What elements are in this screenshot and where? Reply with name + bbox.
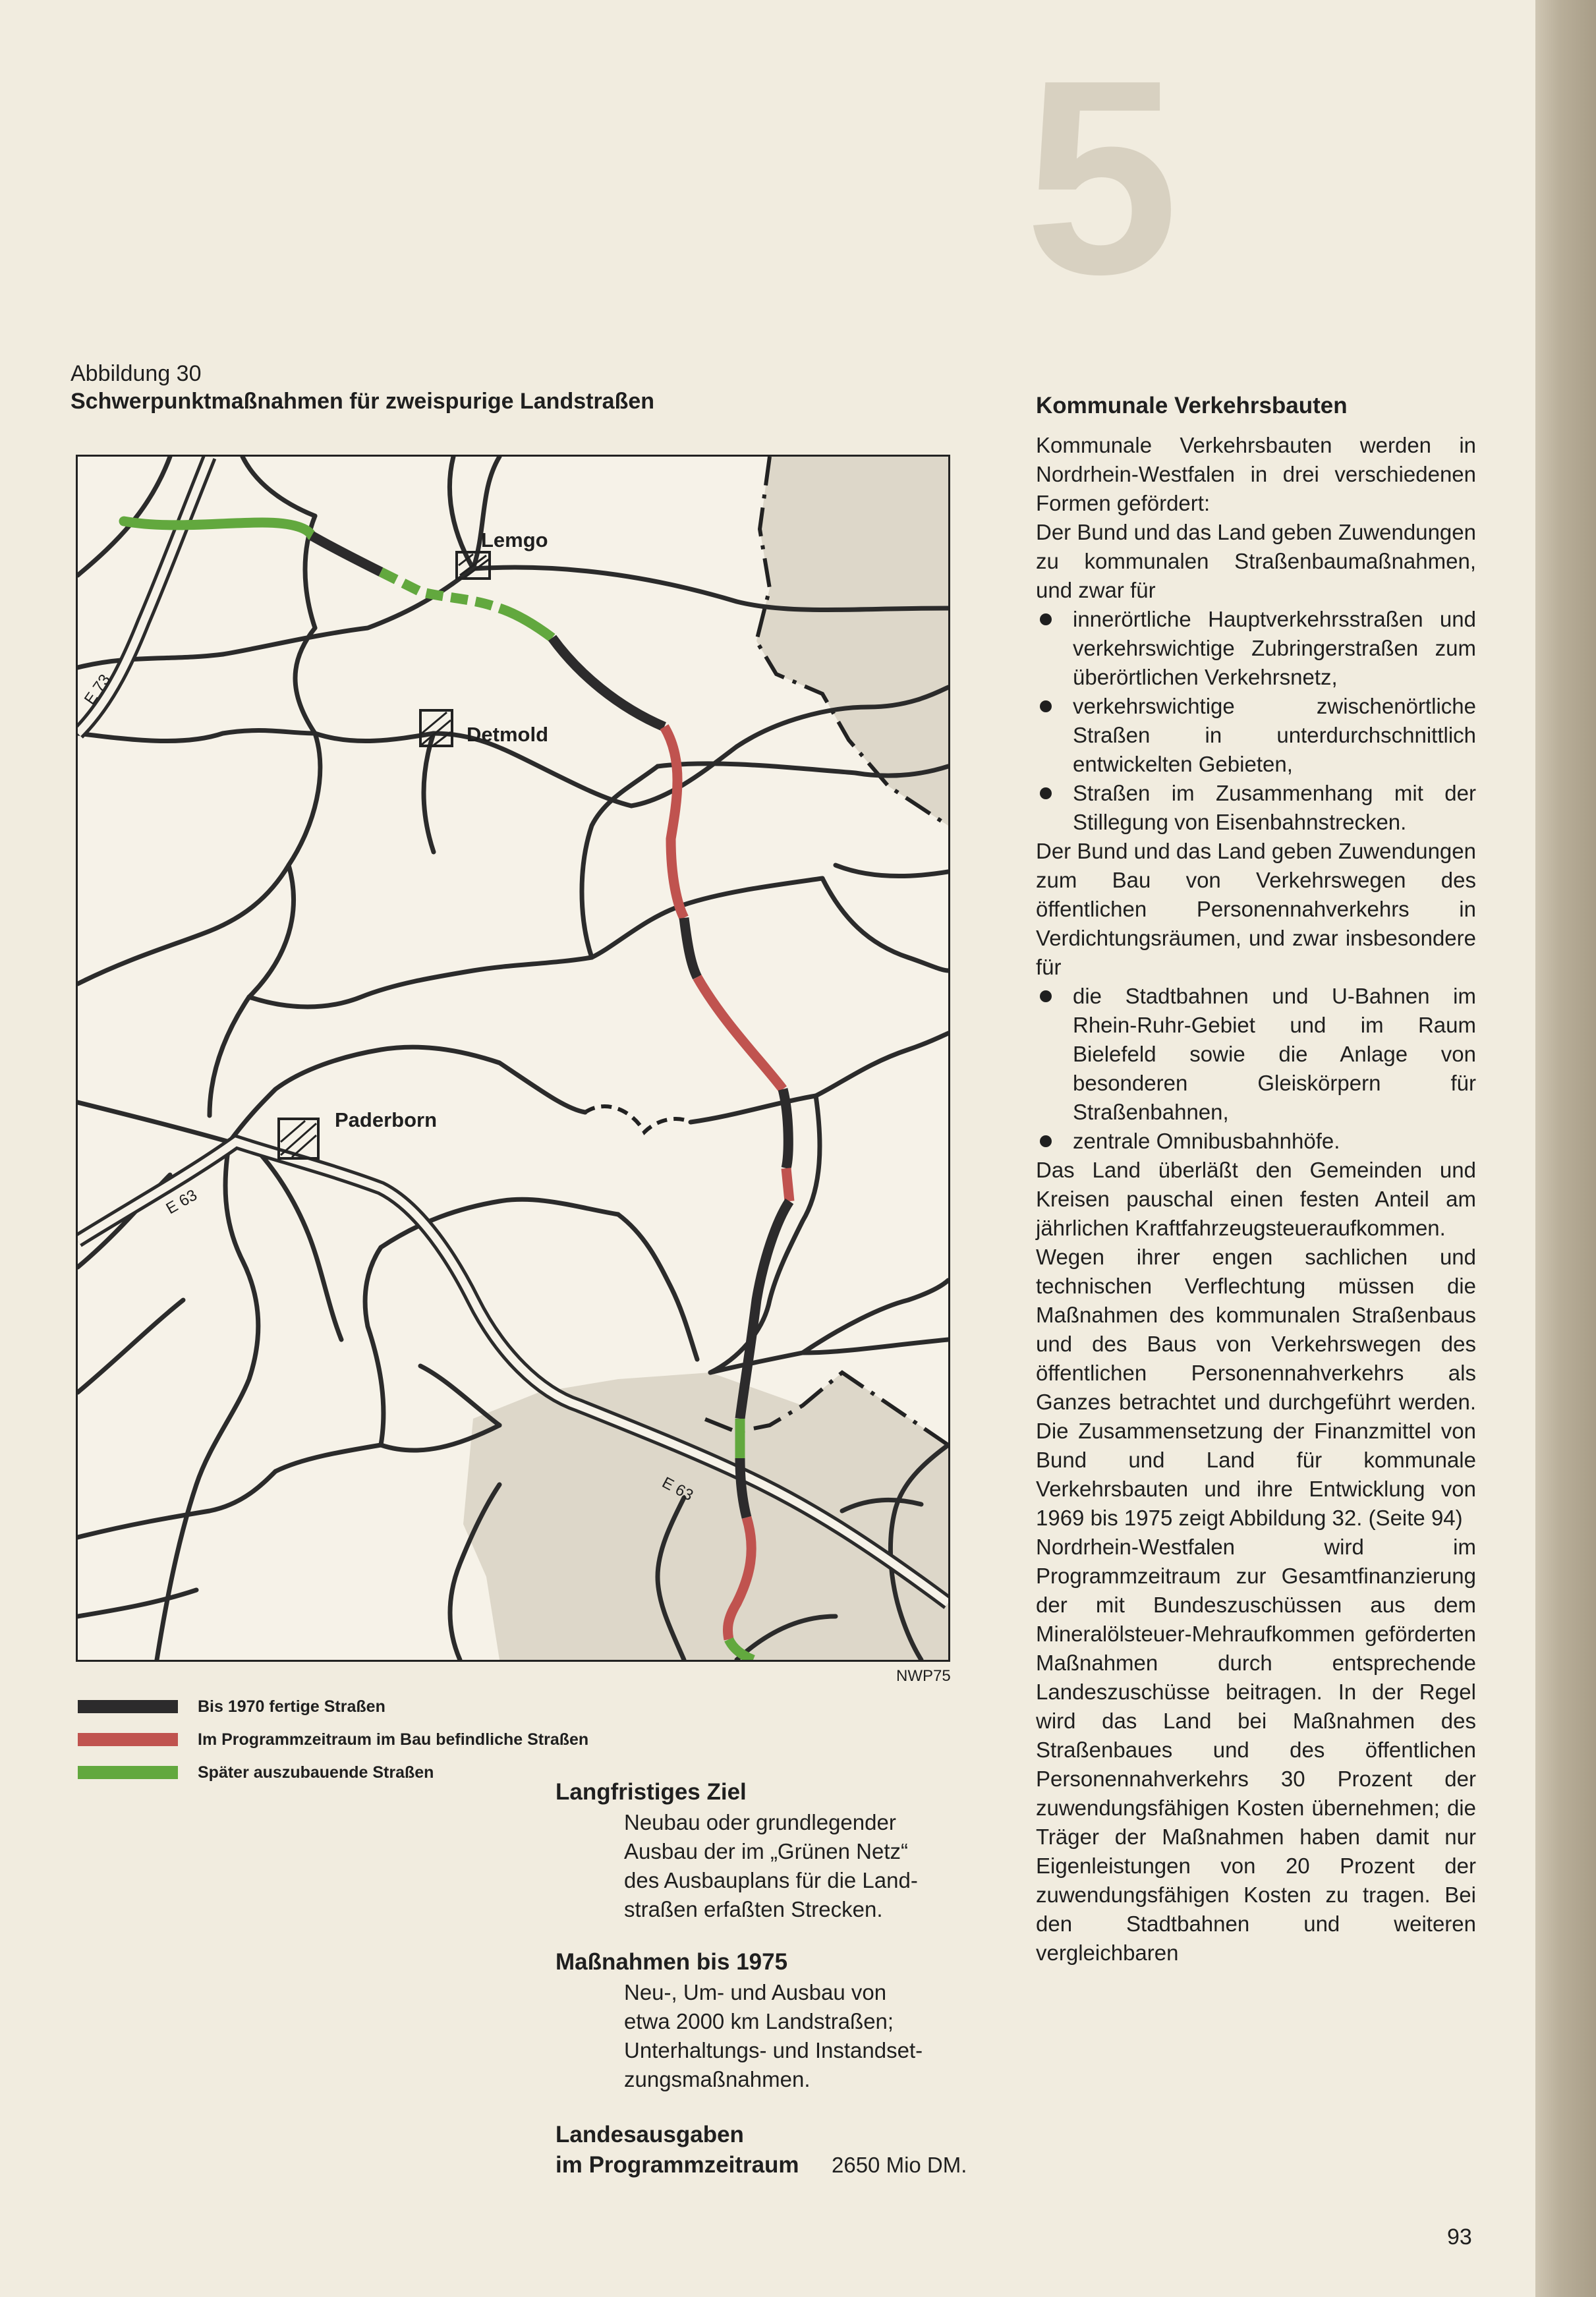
map-label-paderborn: Paderborn (335, 1108, 438, 1131)
bullet-list (1036, 982, 1476, 1156)
legend-label-later: Später auszubauende Straßen (198, 1763, 434, 1782)
right-column (1036, 393, 1476, 1968)
bullet-icon (1040, 613, 1052, 625)
list-item (1036, 605, 1476, 692)
expenses-heading-line1: Landesausgaben (556, 2122, 744, 2147)
map-border-dashed (585, 1106, 691, 1132)
town-detmold-hatch (422, 712, 451, 745)
figure-title: Schwerpunktmaßnahmen für zweispurige Landstraßen (71, 389, 655, 414)
measures-line: zungsmaßnahmen. (624, 2067, 811, 2091)
bullet-icon (1040, 700, 1052, 712)
map-region-shaded (463, 1373, 948, 1660)
legend-label-under-construction: Im Programmzeitraum im Bau befindliche Straßen (198, 1730, 589, 1749)
list-item (1036, 779, 1476, 837)
measures-line: Unterhaltungs- und Instandset- (624, 2038, 923, 2062)
road-map-svg (78, 457, 948, 1660)
map-label-detmold: Detmold (467, 723, 548, 746)
map-label-e63-east: E 63 (659, 1473, 697, 1505)
road-red-2 (697, 977, 783, 1089)
list-item-text: die Stadtbahnen und U-Bahnen im Rhein-Ruhr-Gebiet und im Raum Bielefeld sowie die Anlage von besonderen Gleiskörpern für Straßenbahnen, (1073, 984, 1476, 1124)
goal-line: des Ausbauplans für die Land- (624, 1868, 918, 1892)
list-item-text: Straßen im Zusammenhang mit der Stillegung von Eisenbahnstrecken. (1073, 781, 1476, 834)
expenses-heading-line2: im Programmzeitraum (556, 2152, 799, 2178)
list-item (1036, 692, 1476, 779)
measures-line: etwa 2000 km Landstraßen; (624, 2009, 894, 2033)
list-item (1036, 1127, 1476, 1156)
legend-swatch-completed (78, 1700, 178, 1713)
road-black-3 (783, 1089, 788, 1168)
map-label-lemgo: Lemgo (481, 528, 548, 552)
measures-body (624, 1978, 990, 2094)
road-black-mid (552, 638, 664, 727)
road-red-1 (664, 727, 684, 918)
paragraph: Wegen ihrer engen sachlichen und technischen Verflechtung müssen die Maßnahmen des kommunalen Straßenbaus und des Baus von Verkehrswegen des öffentlichen Personennahverkehrs als Ganzes betrachtet und durchgeführt werden. Die Zusammensetzung der Finanzmittel von Bund und Land für kommunale Verkehrsbauten und ihre Entwicklung von 1969 bis 1975 zeigt Abbildung 32. (Seite 94) (1036, 1245, 1476, 1530)
page-number: 93 (1447, 2225, 1472, 2250)
legend-swatch-under-construction (78, 1733, 178, 1746)
goal-line: straßen erfaßten Strecken. (624, 1897, 883, 1921)
chapter-number: 5 (1025, 23, 1179, 332)
measures-line: Neu-, Um- und Ausbau von (624, 1980, 887, 2004)
bullet-icon (1040, 787, 1052, 799)
road-green-west (124, 521, 312, 536)
paragraph: Nordrhein-Westfalen wird im Programmzeitraum zur Gesamtfinanzierung der mit Bundeszuschüssen aus dem Mineralölsteuer-Mehraufkommen geförderten Maßnahmen durch entsprechende Landeszuschüsse beitragen. In der Regel wird das Land bei Maßnahmen des Straßenbaues und des öffentlichen Personennahverkehrs 30 Prozent der zuwendungsfähigen Kosten übernehmen; die Träger der Maßnahmen haben damit nur Eigenleistungen von 20 Prozent der zuwendungsfähigen Kosten zu tragen. Bei den Stadtbahnen und weiteren vergleichbaren (1036, 1535, 1476, 1965)
town-paderborn-hatch (281, 1121, 316, 1157)
map-credit: NWP75 (896, 1667, 951, 1685)
list-item-text: innerörtliche Hauptverkehrsstraßen und verkehrswichtige Zubringerstraßen zum überörtlichen Verkehrsnetz, (1073, 607, 1476, 689)
goal-line: Ausbau der im „Grünen Netz“ (624, 1839, 909, 1863)
figure-label: Abbildung 30 (71, 361, 202, 386)
map-label-e63-west: E 63 (163, 1186, 200, 1218)
goal-line: Neubau oder grundlegender (624, 1810, 896, 1834)
road-red-3 (786, 1168, 789, 1201)
road-black-2 (684, 918, 697, 977)
road-map (76, 455, 950, 1662)
list-item-text: verkehrswichtige zwischenörtliche Straßen in unterdurchschnittlich entwickelten Gebieten, (1073, 694, 1476, 776)
bullet-icon (1040, 1135, 1052, 1147)
legend-label-completed: Bis 1970 fertige Straßen (198, 1697, 385, 1716)
intro-paragraph: Kommunale Verkehrsbauten werden in Nordrhein-Westfalen in drei verschiedenen Formen gefördert: (1036, 433, 1476, 515)
list-item-text: zentrale Omnibusbahnhöfe. (1073, 1129, 1340, 1153)
bullet-list (1036, 605, 1476, 837)
measures-heading: Maßnahmen bis 1975 (556, 1949, 788, 1975)
road-black-west (312, 536, 381, 572)
bullet-icon (1040, 990, 1052, 1002)
list-item (1036, 982, 1476, 1127)
map-label-e73: E 73 (80, 671, 115, 708)
road-green-east (499, 608, 552, 638)
paragraph: Das Land überläßt den Gemeinden und Kreisen pauschal einen festen Anteil am jährlichen Kraftfahrzeugsteueraufkommen. (1036, 1158, 1476, 1240)
expenses-amount: 2650 Mio DM. (832, 2153, 967, 2177)
paragraph: Der Bund und das Land geben Zuwendungen zu kommunalen Straßenbaumaßnahmen, und zwar für (1036, 520, 1476, 602)
legend-swatch-later (78, 1766, 178, 1779)
section-heading: Kommunale Verkehrsbauten (1036, 393, 1348, 418)
paragraph: Der Bund und das Land geben Zuwendungen zum Bau von Verkehrswegen des öffentlichen Personennahverkehrs in Verdichtungsräumen, und zwar insbesondere für (1036, 839, 1476, 979)
goal-heading: Langfristiges Ziel (556, 1779, 747, 1805)
page-edge (1535, 0, 1596, 2297)
map-region-shaded (756, 457, 948, 826)
goal-body (624, 1808, 990, 1924)
